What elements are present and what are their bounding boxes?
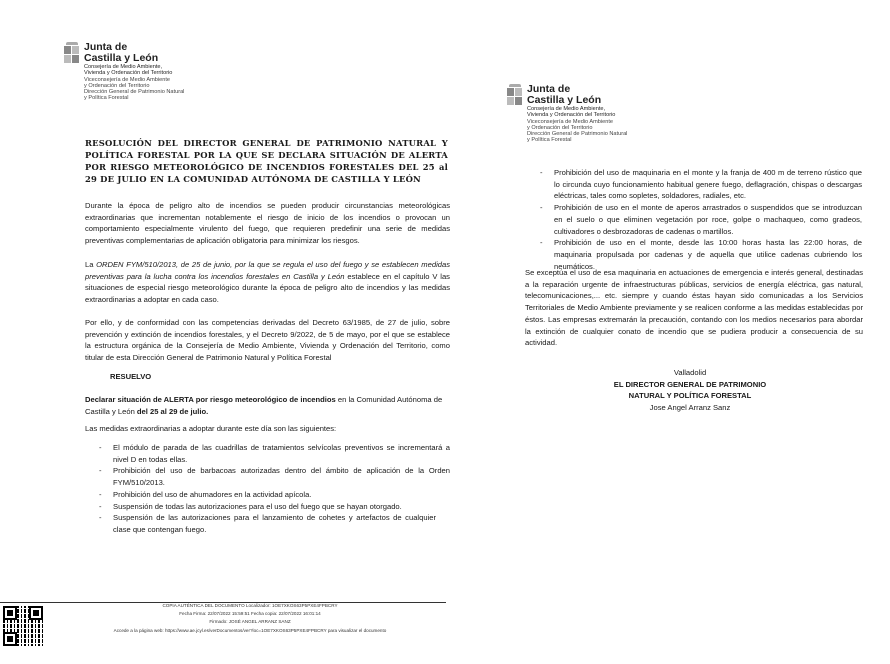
paragraph-competencias: Por ello, y de conformidad con las competencias derivadas del Decreto 63/1985, de 27 de julio, sobre prevención y extinción de incendios forestales, y el Decreto 9/2022, de 5 de mayo, por el que se establece la estructura orgánica de la Consejería de Medio Ambiente, Vivienda y Ordenación del Territorio, como titular de esta Dirección General de Patrimonio Natural y Política Forestal — [85, 318, 450, 363]
paragraph-intro: Durante la época de peligro alto de incendios se pueden producir circunstancias meteorológicas extraordinarias que incrementan notablemente el riesgo de inicio de los incendios o provocan un comportamiento especialmente virulento del fuego, que requieren predefinir una serie de medidas preventivas complementarias de aplicación obligatoria para minimizar los riesgos. — [85, 201, 450, 246]
logo-title-2: Castilla y León — [527, 94, 602, 106]
logo-sub: Viceconsejería de Medio Ambiente — [84, 76, 171, 83]
footer-line: COPIA AUTÉNTICA DEL DOCUMENTO Localizador: 1OE7XKOS63P5PXE4FPBCRY — [162, 603, 338, 608]
signature-block — [590, 367, 790, 414]
text: La — [85, 260, 97, 269]
list-item: - El módulo de parada de las cuadrillas de tratamientos selvícolas preventivos se incrementará a nivel D en todas ellas. — [99, 442, 450, 465]
logo-sub: y Ordenación del Territorio — [527, 124, 593, 131]
orden-citation: ORDEN FYM/510/2013, de 25 de junio, por la que se regula el uso del fuego y se establecen medidas preventivas para la lucha contra los incendios forestales en Castilla y León — [85, 260, 450, 281]
logo-sub: Dirección General de Patrimonio Natural — [84, 89, 185, 96]
logo-title-2: Castilla y León — [84, 52, 159, 64]
logo-sub: y Política Forestal — [84, 95, 129, 102]
footer-line: Fecha Firma: 22/07/2022 15:59:51 Fecha copia: 22/07/2022 16:01:14 — [179, 611, 321, 617]
qr-code — [3, 606, 43, 646]
logo-sub: Viceconsejería de Medio Ambiente — [527, 118, 614, 125]
text: establece en el capítulo V las situaciones de especial riesgo meteorológico durante la época de peligro alto de incendios y las medidas extraordinarias a adoptar en cada caso. — [85, 271, 450, 305]
measures-list-continued — [540, 167, 862, 272]
logo-sub: Consejería de Medio Ambiente, — [84, 64, 163, 70]
footer-verify-link[interactable]: Accede a la página web: https://www.ae.jcyl.es/verDocumentos/ver?loc=1OE7XKOS63P5PXE4FPBCRY para visualizar el documento — [113, 627, 387, 633]
paragraph-medidas: Las medidas extraordinarias a adoptar durante este día son las siguientes: — [85, 424, 337, 433]
coat-of-arms-icon — [507, 88, 523, 108]
text: del 25 al 29 de julio. — [136, 406, 209, 416]
logo-sub: Dirección General de Patrimonio Natural — [527, 131, 628, 138]
coat-of-arms-icon — [64, 46, 80, 66]
logo-sub: Consejería de Medio Ambiente, — [527, 106, 606, 112]
list-item: - Suspensión de las autorizaciones para el lanzamiento de cohetes y artefactos de cualquier clase que contengan fuego. — [99, 512, 450, 535]
list-item: - Prohibición del uso de maquinaria en el monte y la franja de 400 m de terreno rústico que lo circunda cuyo funcionamiento habitual genere fuego, deflagración, chispas o descargas eléctricas, tales como sopletes, soldadores, radiales, etc. — [540, 167, 862, 202]
list-item: - Suspensión de todas las autorizaciones para el uso del fuego que se hayan otorgado. — [99, 501, 450, 513]
list-item: - Prohibición de uso en el monte de aperos arrastrados o suspendidos que se introduzcan en el suelo o que eliminen vegetación por roce, golpe o machaqueo, como gradeos, cultivadores o desbrozadoras de cadenas o martillos. — [540, 202, 862, 237]
junta-logo — [64, 42, 184, 102]
logo-title-1: Junta de — [527, 83, 571, 95]
resuelvo-heading: RESUELVO — [110, 372, 152, 381]
footer-line: Firmado: JOSÉ ANGEL ARRANZ SANZ — [209, 619, 291, 625]
logo-sub: y Política Forestal — [527, 137, 572, 144]
sign-title: NATURAL Y POLÍTICA FORESTAL — [628, 391, 752, 401]
list-item: - Prohibición de uso en el monte, desde las 10:00 horas hasta las 22:00 horas, de maquinaria propulsada por cadenas y de aquella que utilice cadenas cubriendo los neumáticos. — [540, 237, 862, 272]
logo-title-1: Junta de — [84, 41, 128, 53]
junta-logo — [507, 84, 627, 144]
measures-list — [99, 442, 450, 536]
logo-sub: Vivienda y Ordenación del Territorio — [527, 112, 616, 119]
sign-title: EL DIRECTOR GENERAL DE PATRIMONIO — [613, 379, 767, 389]
paragraph-orden — [85, 259, 450, 306]
sign-place: Valladolid — [673, 368, 707, 377]
list-item: - Prohibición del uso de ahumadores en la actividad apícola. — [99, 489, 450, 501]
text: en la Comunidad Autónoma de Castilla y León — [85, 395, 443, 416]
logo-sub: y Ordenación del Territorio — [84, 82, 150, 89]
text: Declarar situación de ALERTA por riesgo meteorológico de incendios — [85, 395, 336, 404]
logo-sub: Vivienda y Ordenación del Territorio — [84, 70, 173, 77]
sign-name: Jose Angel Arranz Sanz — [649, 403, 731, 413]
list-item: - Prohibición del uso de barbacoas autorizadas dentro del ámbito de aplicación de la Orden FYM/510/2013. — [99, 465, 450, 488]
document-title: RESOLUCIÓN DEL DIRECTOR GENERAL DE PATRIMONIO NATURAL Y POLÍTICA FORESTAL POR LA QUE SE DECLARA SITUACIÓN DE ALERTA POR RIESGO METEOROLÓGICO DE INCENDIOS FORESTALES DEL 25 al 29 DE JULIO EN LA COMUNIDAD AUTÓNOMA DE CASTILLA Y LEÓN — [85, 138, 448, 184]
paragraph-declarar — [85, 394, 450, 417]
paragraph-excepcion: Se exceptúa el uso de esa maquinaria en actuaciones de emergencia e interés general, destinadas a la reparación urgente de infraestructuras públicas, servicios de energía eléctrica, gas natural, telecomunicaciones,... etc. siempre y cuando éstas hayan sido comunicadas a los Servicios Territoriales de Medio Ambiente previamente y se realicen conforme a las medidas establecidas por éstos. Las empresas extremarán la precaución, contando con los medios necesarios para abordar la extinción de cualquier conato de incendio que se pudiera producir a consecuencia de su actividad. — [525, 268, 863, 348]
authenticity-footer — [50, 602, 450, 635]
